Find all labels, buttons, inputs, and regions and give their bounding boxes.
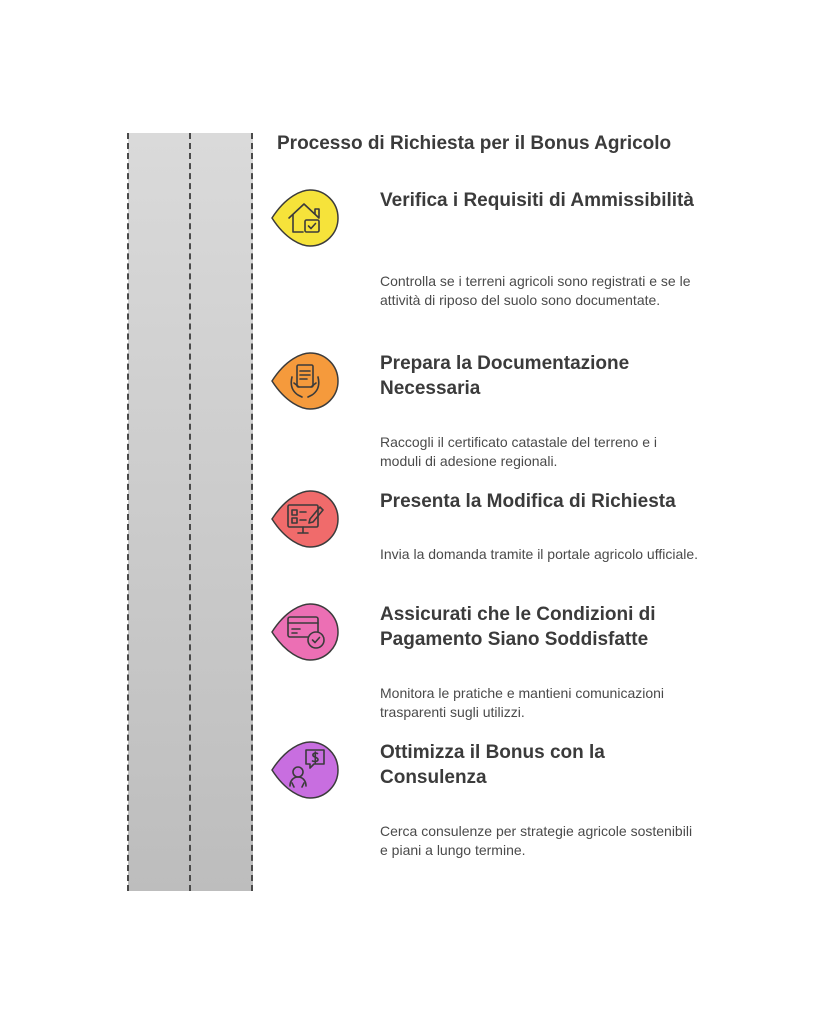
step-description: Controlla se i terreni agricoli sono registrati e se le attività di riposo del suolo sono documentate. xyxy=(380,273,691,308)
step-badge xyxy=(270,489,340,549)
step-title: Verifica i Requisiti di Ammissibilità xyxy=(380,190,694,211)
step-badge xyxy=(270,351,340,411)
road-edge-left xyxy=(127,133,129,891)
road-track xyxy=(128,133,253,891)
step-description: Monitora le pratiche e mantieni comunicazioni trasparenti sugli utilizzi. xyxy=(380,685,665,720)
road-edge-right xyxy=(251,133,253,891)
step-title: Prepara la Documentazione Necessaria xyxy=(380,353,630,399)
step-description: Raccogli il certificato catastale del terreno e i moduli di adesione regionali. xyxy=(380,434,658,469)
step-description: Invia la domanda tramite il portale agricolo ufficiale. xyxy=(380,546,699,562)
step-badge xyxy=(270,188,340,248)
road-center-line xyxy=(189,133,191,891)
step-title: Ottimizza il Bonus con la Consulenza xyxy=(380,742,605,788)
diagram-title: Processo di Richiesta per il Bonus Agricolo xyxy=(277,133,672,154)
step-badge xyxy=(270,740,340,800)
step-title: Presenta la Modifica di Richiesta xyxy=(380,491,676,512)
step-description: Cerca consulenze per strategie agricole sostenibili e piani a lungo termine. xyxy=(380,823,693,858)
step-title: Assicurati che le Condizioni di Pagamento Siano Soddisfatte xyxy=(380,604,656,650)
step-badge xyxy=(270,602,340,662)
